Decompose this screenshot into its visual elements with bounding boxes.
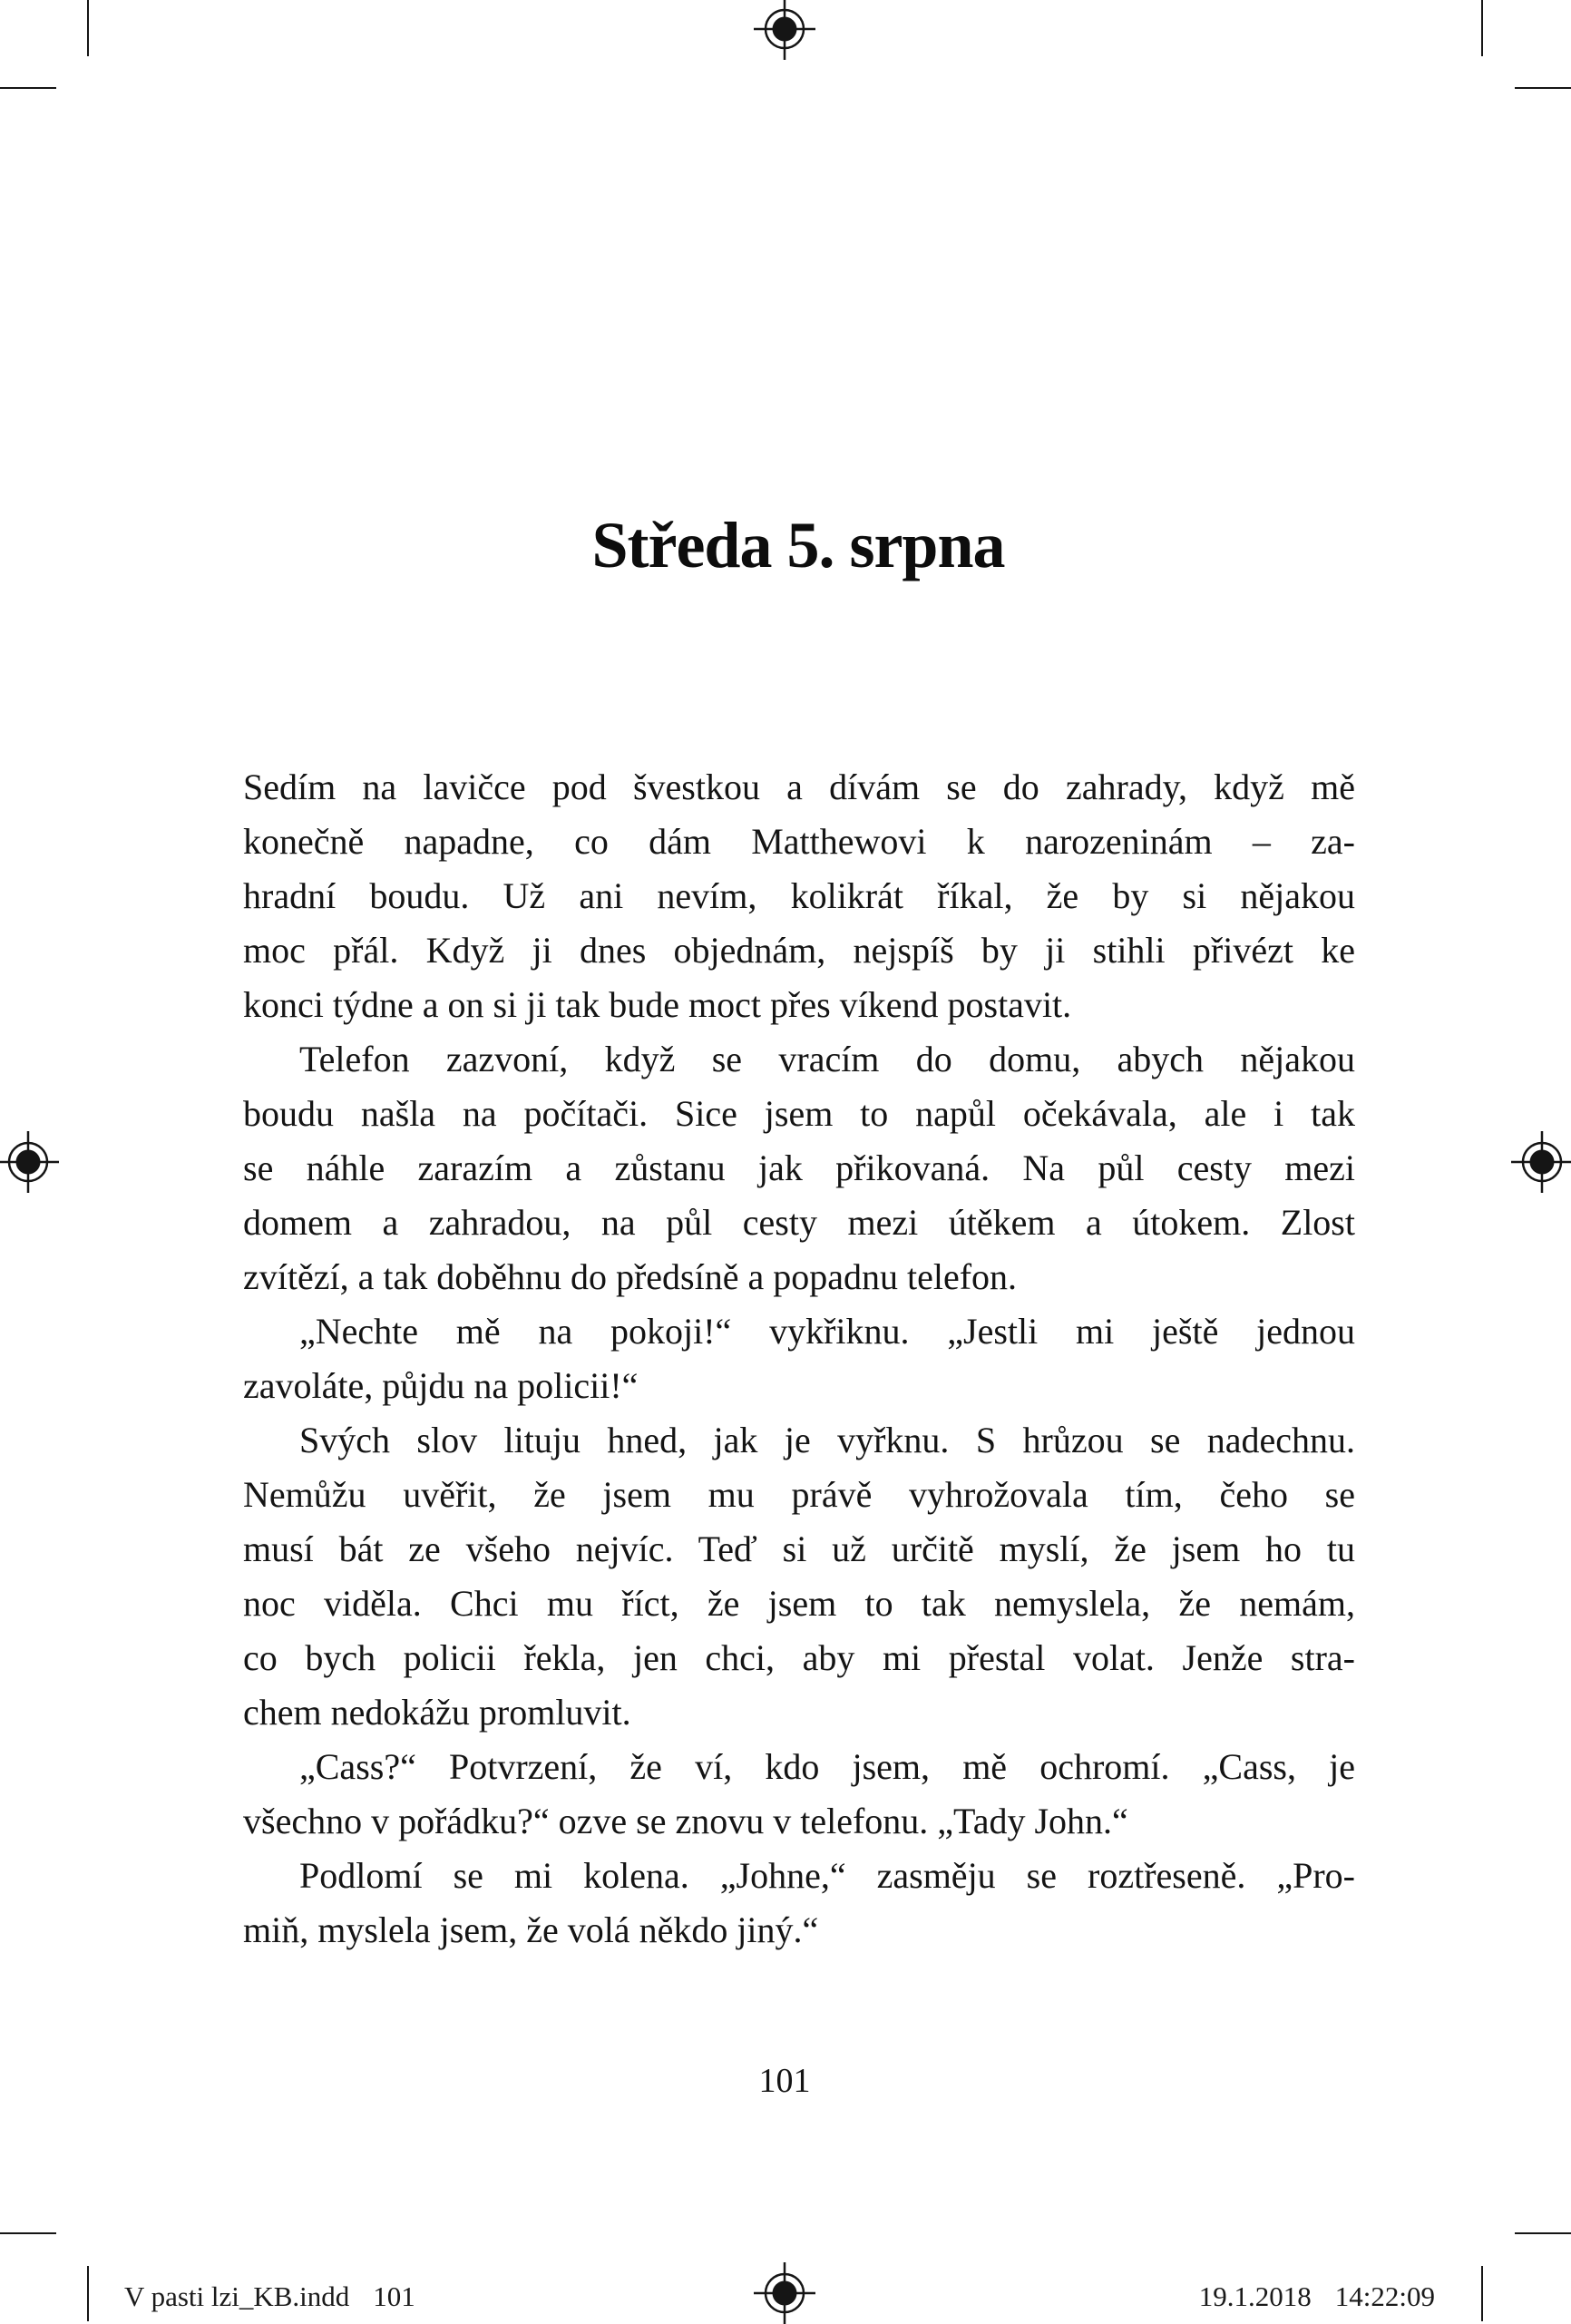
body-text-line: co bych policii řekla, jen chci, aby mi přestal volat. Jenže stra-: [243, 1637, 1355, 1678]
slug-line-left: [124, 2280, 415, 2313]
body-text-line: zvítězí, a tak doběhnu do předsíně a popadnu telefon.: [243, 1256, 1018, 1297]
body-text-line: „Cass?“ Potvrzení, že ví, kdo jsem, mě ochromí. „Cass, je: [299, 1746, 1355, 1787]
page-number: 101: [758, 2062, 811, 2100]
crop-mark-bottom-left-vertical: [87, 2266, 89, 2321]
crop-mark-top-right-horizontal: [1515, 87, 1571, 89]
slug-line-right: [1199, 2280, 1435, 2313]
body-text-line: Podlomí se mi kolena. „Johne,“ zasměju se roztřeseně. „Pro-: [299, 1855, 1355, 1896]
body-text-line: Sedím na lavičce pod švestkou a dívám se do zahrady, když mě: [243, 767, 1355, 807]
crop-mark-bottom-right-vertical: [1481, 2266, 1483, 2321]
slug-filename: V pasti lzi_KB.indd: [124, 2280, 350, 2312]
body-text-line: hradní boudu. Už ani nevím, kolikrát říkal, že by si nějakou: [243, 875, 1355, 916]
chapter-title: Středa 5. srpna: [591, 509, 1005, 581]
body-text-line: musí bát ze všeho nejvíc. Teď si už určitě myslí, že jsem ho tu: [243, 1528, 1355, 1569]
body-text-line: moc přál. Když ji dnes objednám, nejspíš by ji stihli přivézt ke: [243, 930, 1355, 971]
slug-date: 19.1.2018: [1198, 2280, 1312, 2312]
slug-time: 14:22:09: [1334, 2280, 1435, 2312]
registration-mark-top-icon: [754, 0, 815, 60]
body-text-line: Telefon zazvoní, když se vracím do domu, abych nějakou: [299, 1039, 1355, 1079]
body-text-line: noc viděla. Chci mu říct, že jsem to tak nemyslela, že nemám,: [243, 1583, 1355, 1624]
registration-mark-left-icon: [0, 1131, 59, 1193]
crop-mark-top-left-vertical: [87, 0, 89, 56]
body-text-line: se náhle zarazím a zůstanu jak přikovaná. Na půl cesty mezi: [243, 1147, 1355, 1188]
body-text-line: všechno v pořádku?“ ozve se znovu v telefonu. „Tady John.“: [243, 1801, 1128, 1841]
crop-mark-top-right-vertical: [1481, 0, 1483, 56]
body-text-line: „Nechte mě na pokoji!“ vykřiknu. „Jestli mi ještě jednou: [299, 1311, 1355, 1352]
body-text-block: [243, 760, 1355, 1958]
body-text-line: domem a zahradou, na půl cesty mezi útěkem a útokem. Zlost: [243, 1202, 1355, 1243]
registration-mark-right-icon: [1511, 1131, 1571, 1193]
body-text-line: boudu našla na počítači. Sice jsem to napůl očekávala, ale i tak: [243, 1093, 1355, 1134]
registration-mark-bottom-icon: [754, 2262, 815, 2324]
body-text-line: konečně napadne, co dám Matthewovi k narozeninám – za-: [243, 821, 1355, 862]
body-text-line: miň, myslela jsem, že volá někdo jiný.“: [243, 1909, 819, 1950]
body-text-line: konci týdne a on si ji tak bude moct přes víkend postavit.: [243, 984, 1072, 1025]
slug-page-ref: 101: [373, 2280, 415, 2312]
body-text-line: Nemůžu uvěřit, že jsem mu právě vyhrožovala tím, čeho se: [243, 1474, 1355, 1515]
body-text-line: Svých slov lituju hned, jak je vyřknu. S hrůzou se nadechnu.: [299, 1420, 1355, 1460]
body-text-line: chem nedokážu promluvit.: [243, 1692, 631, 1733]
crop-mark-bottom-left-horizontal: [0, 2232, 56, 2234]
crop-mark-bottom-right-horizontal: [1515, 2232, 1571, 2234]
body-text-line: zavoláte, půjdu na policii!“: [243, 1365, 639, 1406]
crop-mark-top-left-horizontal: [0, 87, 56, 89]
